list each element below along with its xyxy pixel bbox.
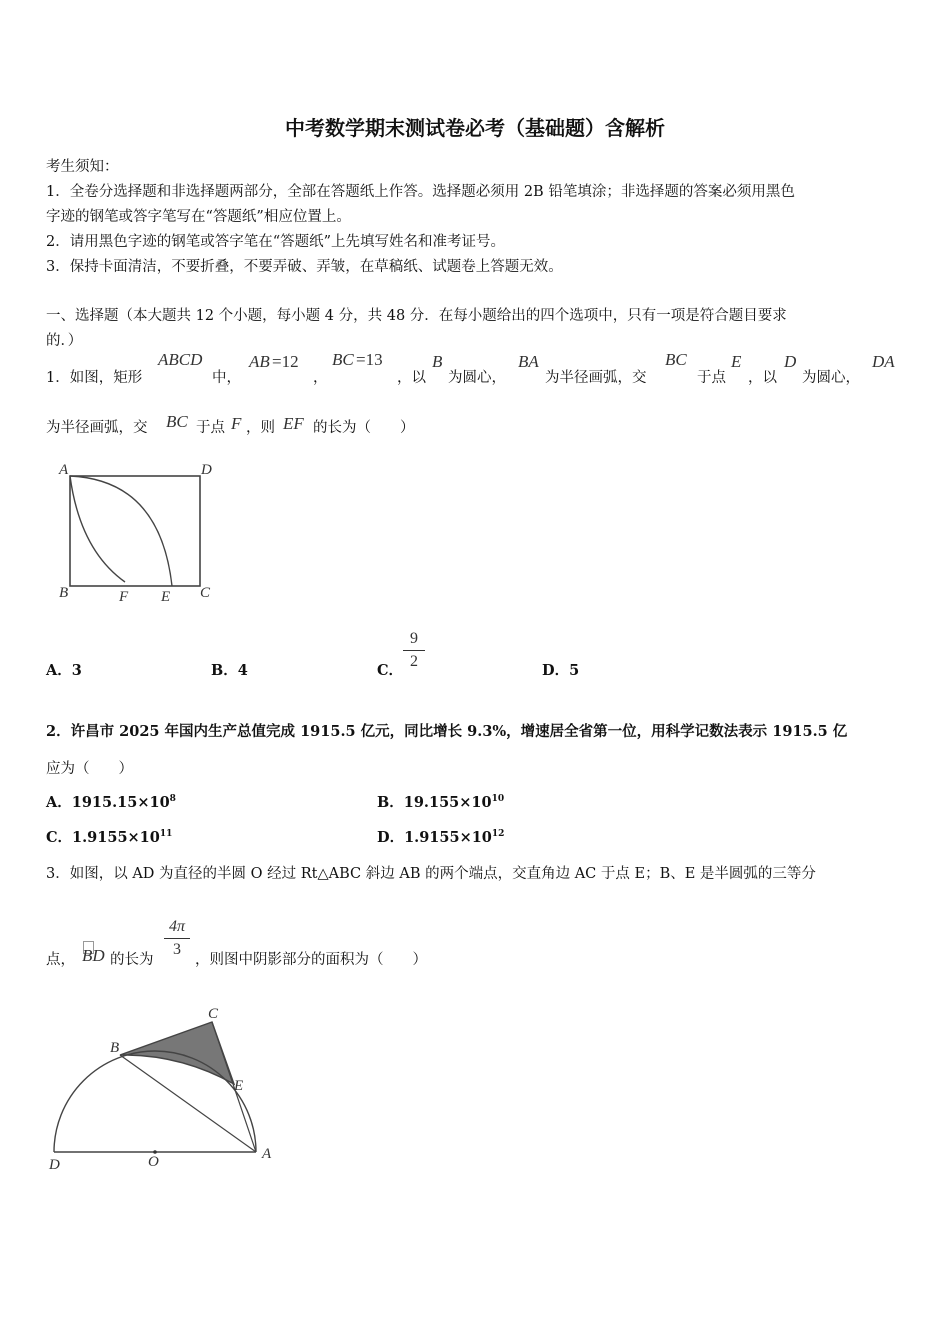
q3-semicircle-figure bbox=[40, 1000, 290, 1180]
q1-center-1: 为圆心， bbox=[448, 370, 506, 386]
q2-option-b-exponent: 10 bbox=[491, 794, 505, 805]
q2-option-b bbox=[377, 791, 504, 812]
q1-bc-2: BC bbox=[665, 350, 687, 369]
q2-option-a-base: A．1915.15×10 bbox=[46, 794, 170, 811]
label-a: A bbox=[262, 1146, 272, 1162]
notice-item-2: 2．请用黑色字迹的钢笔或答字笔在“答题纸”上先填写姓名和准考证号。 bbox=[46, 234, 506, 250]
q2-option-d bbox=[377, 826, 504, 847]
q1-yi: ，以 bbox=[397, 370, 426, 386]
q1-rectangle-figure bbox=[50, 455, 230, 615]
q1-bc: BC bbox=[332, 350, 354, 369]
q1-bc-value: =13 bbox=[356, 350, 383, 369]
label-c: C bbox=[208, 1006, 219, 1022]
q3-fraction bbox=[164, 918, 190, 959]
q2-option-b-base: B．19.155×10 bbox=[377, 794, 492, 811]
q2-option-c-base: C．1.9155×10 bbox=[46, 829, 160, 846]
q1-option-d: D．5 bbox=[542, 662, 580, 679]
q2-option-d-exponent: 12 bbox=[491, 829, 505, 840]
q1-comma: ， bbox=[313, 370, 328, 386]
q1-option-c-numerator: 9 bbox=[410, 630, 418, 647]
label-e: E bbox=[234, 1078, 244, 1094]
label-c: C bbox=[200, 585, 211, 601]
q1-yi-2: ，以 bbox=[748, 370, 777, 386]
label-d: D bbox=[201, 462, 212, 478]
q1-ab-value: =12 bbox=[272, 352, 299, 371]
q2-option-d-base: D．1.9155×10 bbox=[377, 829, 492, 846]
q1-radius-2: 为半径画弧，交 bbox=[46, 420, 148, 436]
q1-b: B bbox=[432, 352, 443, 371]
q2-option-a bbox=[46, 791, 176, 812]
q3-stem-line-1: 3．如图，以 AD 为直径的半圆 O 经过 Rt△ABC 斜边 AB 的两个端点，交直角边 AC 于点 E；B、E 是半圆弧的三等分 bbox=[46, 866, 816, 882]
q1-option-a: A．3 bbox=[46, 662, 82, 679]
q2-option-c bbox=[46, 826, 172, 847]
q1-d: D bbox=[784, 352, 797, 371]
notice-heading: 考生须知： bbox=[46, 159, 119, 175]
q1-bc-3: BC bbox=[166, 412, 188, 431]
label-b: B bbox=[59, 585, 69, 601]
q1-then: ，则 bbox=[246, 420, 275, 436]
q2-option-c-exponent: 11 bbox=[159, 829, 173, 840]
q1-prefix: 1．如图，矩形 bbox=[46, 370, 143, 386]
fraction-bar bbox=[403, 650, 425, 651]
label-b: B bbox=[110, 1040, 120, 1056]
q1-point-1: 于点 bbox=[697, 370, 726, 386]
notice-item-1-line-1: 1．全卷分选择题和非选择题两部分，全部在答题纸上作答。选择题必须用 2B 铅笔填涂；非选择题的答案必须用黑色 bbox=[46, 184, 795, 200]
q1-e: E bbox=[731, 352, 742, 371]
q3-point-text: 点， bbox=[46, 952, 75, 968]
q3-fraction-denominator: 3 bbox=[173, 941, 181, 958]
q3-length-text: 的长为 bbox=[110, 952, 154, 968]
label-a: A bbox=[59, 462, 69, 478]
fraction-bar bbox=[164, 938, 190, 939]
q2-stem-line-1: 2．许昌市 2025 年国内生产总值完成 1915.5 亿元，同比增长 9.3%，增速居全省第一位，用科学记数法表示 1915.5 亿 bbox=[46, 723, 848, 740]
q1-f: F bbox=[231, 414, 242, 433]
q1-zhong: 中， bbox=[212, 370, 241, 386]
q2-option-a-exponent: 8 bbox=[169, 794, 176, 805]
label-d: D bbox=[49, 1157, 60, 1173]
q3-rest-text: ，则图中阴影部分的面积为（ ） bbox=[195, 952, 427, 968]
label-o: O bbox=[148, 1154, 159, 1170]
q1-radius-1: 为半径画弧，交 bbox=[545, 370, 647, 386]
q1-da: DA bbox=[872, 352, 895, 371]
q1-ef: EF bbox=[283, 414, 304, 433]
section-heading-line-2: 的．） bbox=[46, 333, 83, 349]
label-e: E bbox=[161, 589, 171, 605]
q1-ab: AB bbox=[249, 352, 270, 371]
q3-fraction-numerator: 4π bbox=[168, 918, 185, 935]
section-heading-line-1: 一、选择题（本大题共 12 个小题，每小题 4 分，共 48 分．在每小题给出的四个选项中，只有一项是符合题目要求 bbox=[46, 308, 787, 324]
segment-ab bbox=[120, 1055, 256, 1152]
arc-ae bbox=[70, 476, 125, 582]
q3-bd: BD bbox=[82, 946, 105, 965]
q1-option-c-label: C． bbox=[377, 662, 404, 679]
q1-length-question: 的长为（ ） bbox=[313, 420, 415, 436]
page-title: 中考数学期末测试卷必考（基础题）含解析 bbox=[285, 116, 665, 140]
q1-abcd: ABCD bbox=[158, 350, 203, 369]
notice-item-1-line-2: 字迹的钢笔或答字笔写在“答题纸”相应位置上。 bbox=[46, 209, 351, 225]
q2-stem-line-2: 应为（ ） bbox=[46, 761, 133, 777]
q1-ba: BA bbox=[518, 352, 539, 371]
q1-option-c-denominator: 2 bbox=[410, 653, 418, 670]
rectangle-abcd bbox=[70, 476, 200, 586]
q1-center-2: 为圆心， bbox=[802, 370, 860, 386]
q1-option-b: B．4 bbox=[211, 662, 248, 679]
label-f: F bbox=[119, 589, 129, 605]
q1-point-2: 于点 bbox=[196, 420, 225, 436]
q1-option-c-fraction bbox=[403, 630, 425, 671]
notice-item-3: 3．保持卡面清洁，不要折叠，不要弄破、弄皱，在草稿纸、试题卷上答题无效。 bbox=[46, 259, 563, 275]
